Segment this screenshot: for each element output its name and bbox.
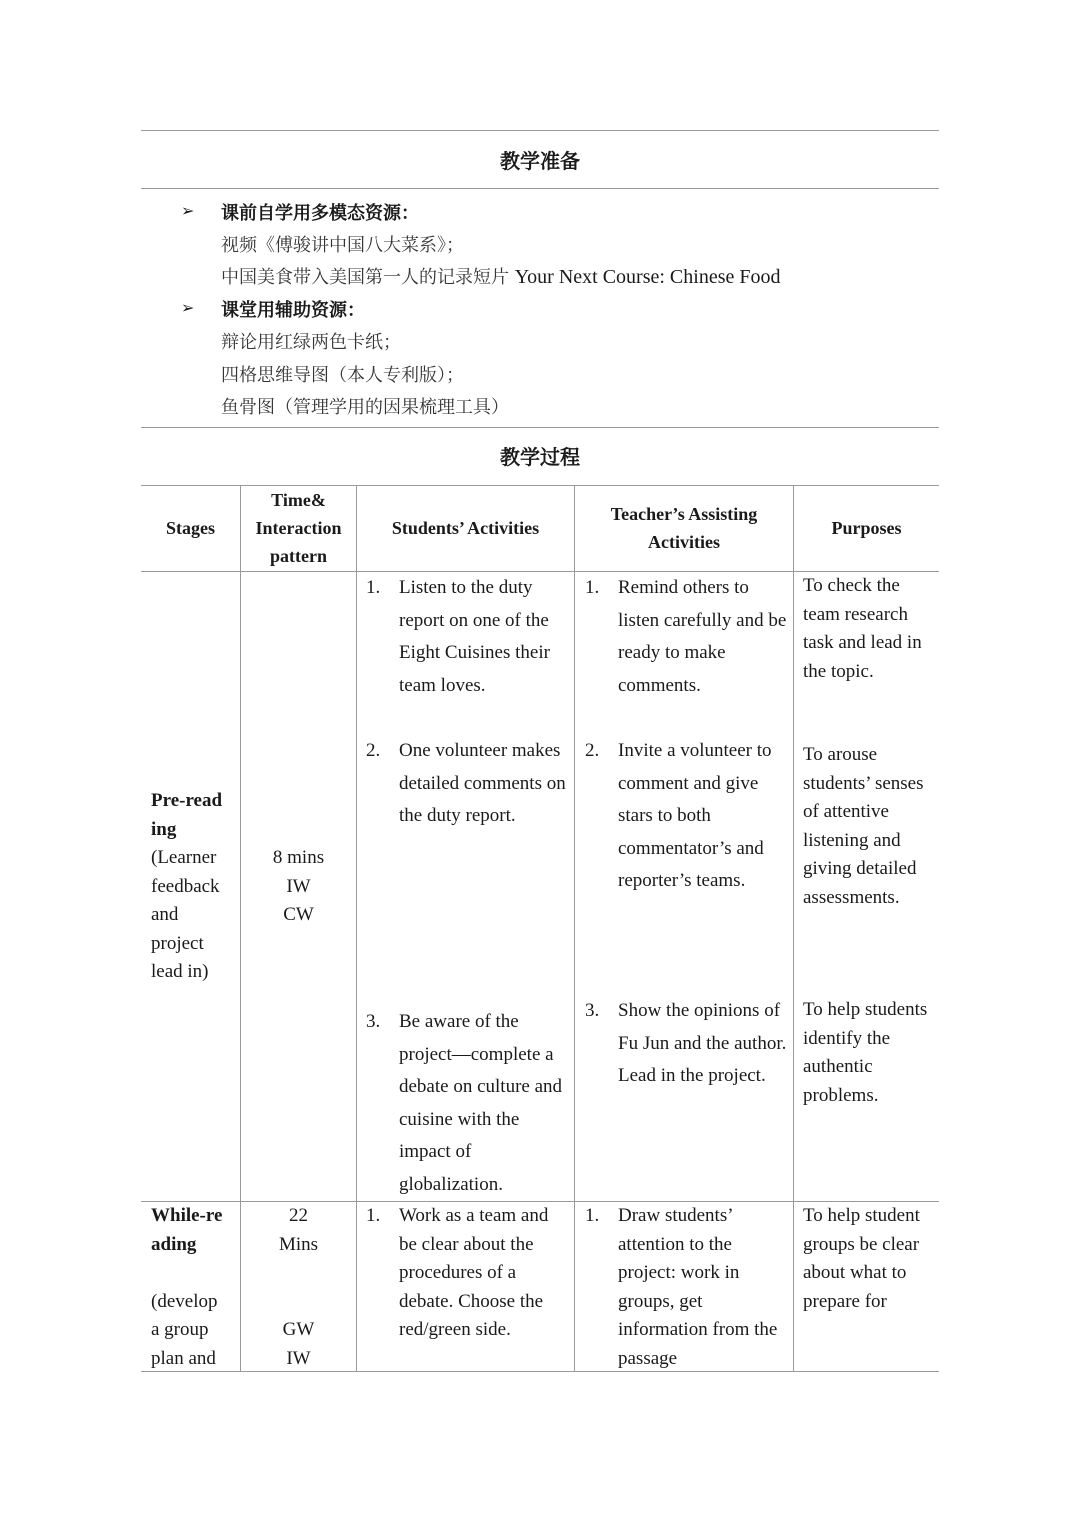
- item-number: 1.: [585, 1205, 600, 1226]
- table-col-rule: [574, 485, 575, 1371]
- stage-line: (develop: [151, 1290, 218, 1312]
- stage-line: project: [151, 932, 204, 954]
- process-table: [141, 485, 939, 1372]
- time-line: 8 mins: [272, 847, 325, 868]
- item-text: Invite a volunteer to comment and give stars to both commentator’s and reporter’s teams.: [618, 740, 772, 891]
- process-heading: 教学过程: [500, 445, 580, 469]
- time-line: [241, 1288, 356, 1317]
- header-purposes: Purposes: [831, 518, 902, 538]
- time-line: GW: [282, 1319, 315, 1340]
- item-text: Work as a team and be clear about the procedures of a debate. Choose the red/green side.: [399, 1205, 549, 1340]
- stage-prereading: [151, 787, 239, 987]
- prep-item: 辩论用红绿两色卡纸；: [221, 332, 401, 353]
- prep-section: [141, 195, 939, 427]
- stage-line: feedback: [151, 875, 220, 897]
- stage-line: (Learner: [151, 847, 217, 868]
- stage-line: plan and: [151, 1347, 216, 1369]
- item-text: Show the opinions of Fu Jun and the author. Lead in the project.: [618, 1000, 787, 1086]
- stage-line: a group: [151, 1319, 209, 1340]
- prep-group1-title: 课前自学用多模态资源：: [221, 203, 419, 224]
- item-text: Remind others to listen carefully and be ready to make comments.: [618, 577, 787, 696]
- header-teacher: [575, 485, 793, 571]
- header-teacher-line: Teacher’s Assisting: [610, 504, 758, 524]
- header-time-line: Time&: [271, 490, 326, 510]
- time-line: CW: [283, 904, 314, 925]
- item-number: 2.: [585, 740, 600, 761]
- prep-heading-rule: [141, 188, 939, 189]
- item-number: 3.: [585, 1000, 600, 1021]
- prep-heading: 教学准备: [500, 149, 580, 173]
- stage-line: While-re: [151, 1205, 223, 1226]
- item-number: 1.: [366, 577, 381, 598]
- header-time-line: Interaction: [255, 518, 342, 538]
- prep-item: 鱼骨图（管理学用的因果梳理工具）: [221, 397, 509, 418]
- header-teacher-line: Activities: [648, 532, 720, 552]
- item-text: One volunteer makes detailed comments on the duty report.: [399, 740, 566, 826]
- header-students: Students’ Activities: [391, 518, 540, 538]
- stage-line: lead in): [151, 961, 209, 982]
- purpose: To arouse students’ senses of attentive listening and giving detailed assessments.: [803, 744, 924, 908]
- stage-line: Pre-read: [151, 790, 223, 811]
- time-line: IW: [286, 875, 311, 897]
- process-top-rule: [141, 427, 939, 428]
- time-line: IW: [286, 1347, 311, 1369]
- top-rule: [141, 130, 939, 131]
- time-line: Mins: [278, 1233, 319, 1255]
- time-line: 22: [289, 1205, 308, 1226]
- purpose: To check the team research task and lead in the topic.: [803, 575, 922, 682]
- item-text: Draw students’ attention to the project: work in groups, get information from the passage: [618, 1205, 778, 1369]
- time-prereading: [241, 844, 356, 930]
- item-number: 3.: [366, 1011, 381, 1032]
- header-time-line: pattern: [270, 546, 327, 566]
- arrow-bullet-icon: ➢: [181, 203, 195, 220]
- table-col-rule: [356, 485, 357, 1371]
- stage-line: ing: [151, 818, 177, 840]
- header-time: [241, 485, 356, 571]
- time-whilereading: [241, 1202, 356, 1373]
- prep-group2-title: 课堂用辅助资源：: [221, 300, 365, 321]
- stage-whilereading: [151, 1202, 239, 1373]
- stage-line: [151, 1259, 239, 1288]
- prep-item: [221, 263, 781, 289]
- time-line: [241, 1259, 356, 1288]
- arrow-bullet-icon: ➢: [181, 300, 195, 317]
- prep-item-en: Your Next Course: Chinese Food: [514, 266, 781, 288]
- item-text: Be aware of the project—complete a debate on culture and cuisine with the impact of globalization.: [399, 1011, 563, 1195]
- item-number: 1.: [366, 1205, 381, 1226]
- purpose: To help student groups be clear about what to prepare for: [803, 1205, 920, 1312]
- table-col-rule: [793, 485, 794, 1371]
- prep-item: 四格思维导图（本人专利版）；: [221, 365, 464, 386]
- stage-line: ading: [151, 1233, 197, 1255]
- prep-item: 视频《傅骏讲中国八大菜系》；: [221, 235, 464, 256]
- header-stages: Stages: [166, 518, 215, 538]
- stage-line: and: [151, 904, 179, 925]
- purpose: To help students identify the authentic problems.: [803, 999, 928, 1106]
- item-number: 1.: [585, 577, 600, 598]
- item-number: 2.: [366, 740, 381, 761]
- prep-item-cn: 中国美食带入美国第一人的记录短片: [221, 267, 515, 288]
- item-text: Listen to the duty report on one of the Eight Cuisines their team loves.: [399, 577, 550, 696]
